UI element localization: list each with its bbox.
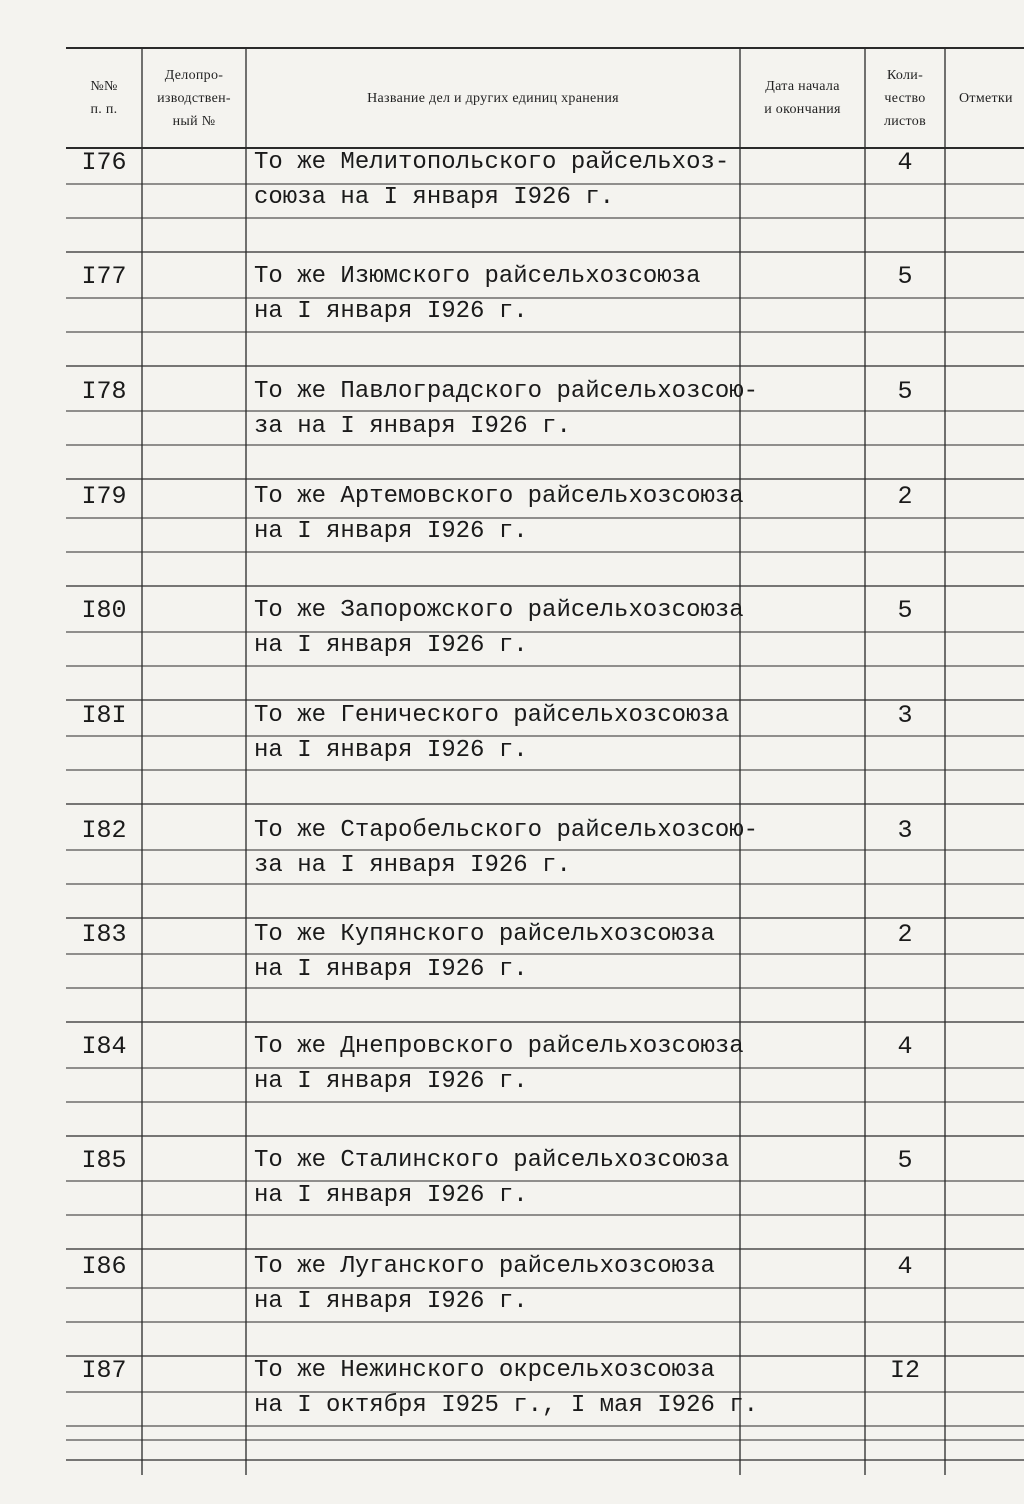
row-sheet-count: 5	[897, 262, 913, 291]
row-number: I8I	[81, 701, 127, 730]
row-title-line1: То же Артемовского райсельхозсоюза	[254, 483, 744, 510]
row-title-line1: То же Мелитопольского райсельхоз-	[254, 149, 730, 176]
row-title-line1: То же Купянского райсельхозсоюза	[254, 921, 715, 948]
row-title-line2: на I октября I925 г., I мая I926 г.	[254, 1392, 759, 1419]
header-col-file-number: Делопро- изводствен- ный №	[157, 67, 231, 129]
row-sheet-count: 2	[897, 920, 913, 949]
row-title-line1: То же Изюмского райсельхозсоюза	[254, 263, 701, 290]
row-title-line2: на I января I926 г.	[254, 518, 528, 545]
row-number: I84	[81, 1032, 127, 1061]
row-title-line1: То же Сталинского райсельхозсоюза	[254, 1147, 730, 1174]
row-title-line2: за на I января I926 г.	[254, 413, 571, 440]
row-title-line1: То же Старобельского райсельхозсою-	[254, 817, 759, 844]
row-sheet-count: 3	[897, 816, 913, 845]
row-sheet-count: 5	[897, 1146, 913, 1175]
row-title-line1: То же Луганского райсельхозсоюза	[254, 1253, 715, 1280]
row-title-line2: на I января I926 г.	[254, 298, 528, 325]
header-col-title: Название дел и других единиц хранения	[367, 90, 619, 106]
row-number: I83	[81, 920, 127, 949]
row-title-line1: То же Генического райсельхозсоюза	[254, 702, 730, 729]
row-title-line1: То же Нежинского окрсельхозсоюза	[254, 1357, 715, 1384]
row-title-line2: за на I января I926 г.	[254, 852, 571, 879]
row-title-line2: на I января I926 г.	[254, 632, 528, 659]
row-number: I79	[81, 482, 127, 511]
row-sheet-count: 3	[897, 701, 913, 730]
row-title-line1: То же Павлоградского райсельхозсою-	[254, 378, 759, 405]
row-number: I82	[81, 816, 127, 845]
row-number: I76	[81, 148, 127, 177]
row-sheet-count: 4	[897, 1252, 913, 1281]
row-number: I87	[81, 1356, 127, 1385]
row-title-line2: на I января I926 г.	[254, 737, 528, 764]
row-title-line1: То же Запорожского райсельхозсоюза	[254, 597, 744, 624]
row-title-line2: на I января I926 г.	[254, 1068, 528, 1095]
row-number: I80	[81, 596, 127, 625]
row-title-line2: на I января I926 г.	[254, 956, 528, 983]
row-sheet-count: 4	[897, 148, 913, 177]
header-col-notes: Отметки	[959, 90, 1013, 106]
row-title-line2: на I января I926 г.	[254, 1182, 528, 1209]
row-sheet-count: 4	[897, 1032, 913, 1061]
row-sheet-count: 5	[897, 377, 913, 406]
row-sheet-count: I2	[889, 1356, 920, 1385]
row-title-line2: на I января I926 г.	[254, 1288, 528, 1315]
header-col-number: №№ п. п.	[90, 79, 118, 117]
header-col-sheet-count: Коли- чество листов	[883, 67, 927, 129]
row-title-line1: То же Днепровского райсельхозсоюза	[254, 1033, 744, 1060]
row-number: I77	[81, 262, 127, 291]
row-sheet-count: 5	[897, 596, 913, 625]
row-sheet-count: 2	[897, 482, 913, 511]
row-number: I78	[81, 377, 127, 406]
row-number: I86	[81, 1252, 127, 1281]
row-number: I85	[81, 1146, 127, 1175]
header-col-dates: Дата начала и окончания	[764, 79, 841, 117]
row-title-line2: союза на I января I926 г.	[254, 184, 615, 211]
